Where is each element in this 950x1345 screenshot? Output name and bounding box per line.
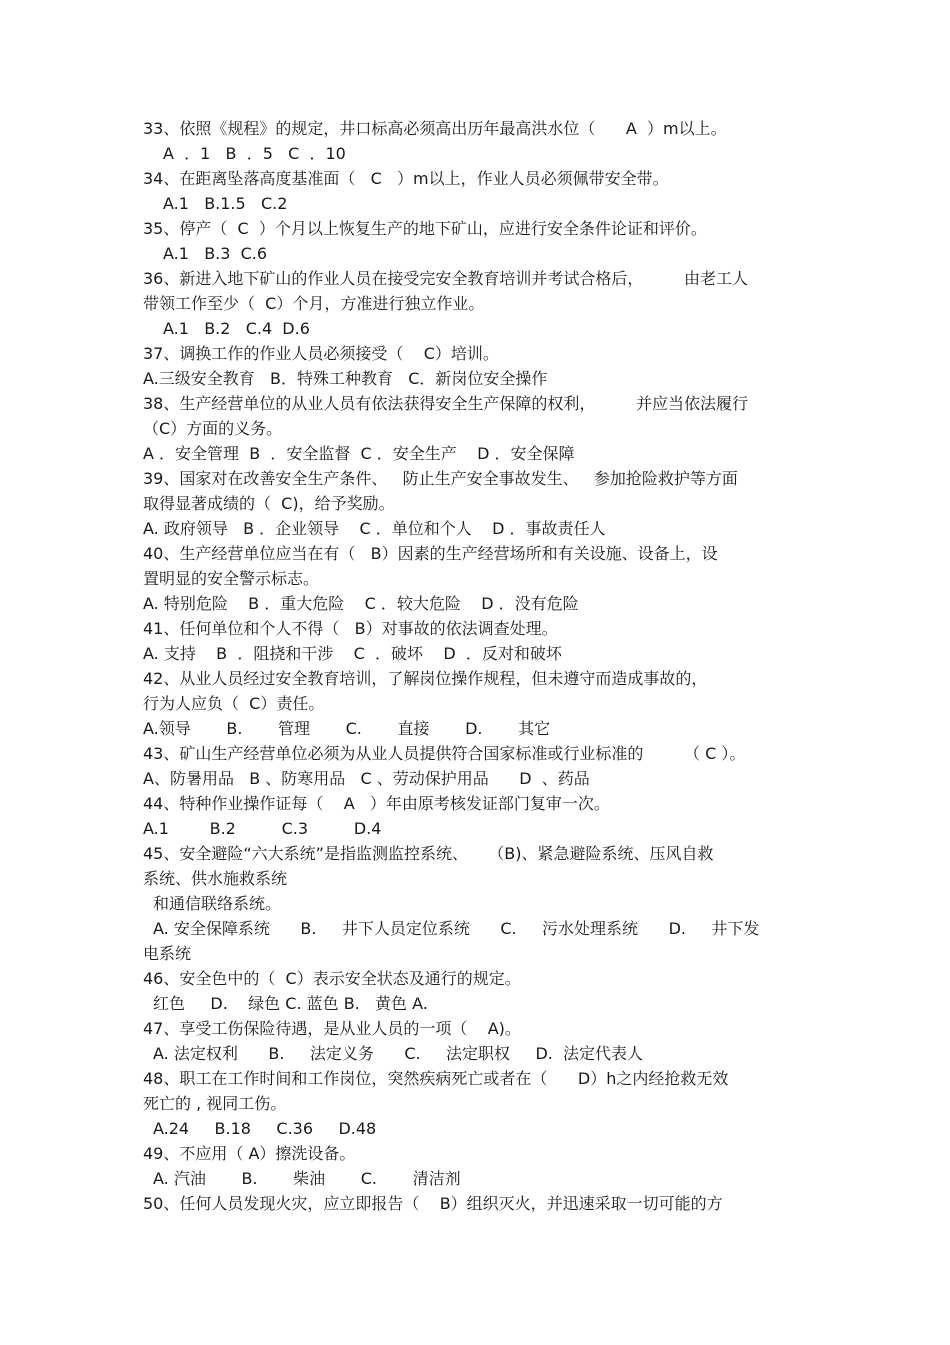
text-line: A. 政府领导 B ．企业领导 C ．单位和个人 D ．事故责任人 <box>143 519 606 538</box>
text-line: 48、职工在工作时间和工作岗位，突然疾病死亡或者在（ D）h之内经抢救无效 <box>143 1069 729 1088</box>
text-line: A ．1 B ．5 C ．10 <box>163 144 346 163</box>
text-line: 置明显的安全警示标志。 <box>143 569 320 588</box>
text-line: 电系统 <box>143 944 192 963</box>
text-line: 50、任何人员发现火灾，应立即报告（ B）组织灭火，并迅速采取一切可能的方 <box>143 1194 723 1213</box>
text-line: 38、生产经营单位的从业人员有依法获得安全生产保障的权利， 并应当依法履行 <box>143 394 749 413</box>
text-line: A.三级安全教育 B．特殊工种教育 C．新岗位安全操作 <box>143 369 548 388</box>
text-line: （C）方面的义务。 <box>143 419 283 438</box>
text-line: 45、安全避险“六大系统”是指监测监控系统、 （B)、紧急避险系统、压风自救 <box>143 844 714 863</box>
text-line: 34、在距离坠落高度基准面（ C ）m以上，作业人员必须佩带安全带。 <box>143 169 669 188</box>
text-line: A. 支持 B ．阻挠和干涉 C ．破坏 D ．反对和破坏 <box>143 644 562 663</box>
question-list <box>143 116 823 1216</box>
text-line: A、防暑用品 B 、防寒用品 C 、劳动保护用品 D 、药品 <box>143 769 590 788</box>
text-line: 44、特种作业操作证每（ A ）年由原考核发证部门复审一次。 <box>143 794 610 813</box>
text-line: 取得显著成绩的（ C)，给予奖励。 <box>143 494 395 513</box>
text-line: A. 汽油 B. 柴油 C. 清洁剂 <box>153 1169 461 1188</box>
text-line: 行为人应负（ C）责任。 <box>143 694 325 713</box>
text-line: 41、任何单位和个人不得（ B）对事故的依法调查处理。 <box>143 619 558 638</box>
text-line: 35、停产（ C ）个月以上恢复生产的地下矿山，应进行安全条件论证和评价。 <box>143 219 707 238</box>
text-line: A. 安全保障系统 B. 井下人员定位系统 C. 污水处理系统 D. 井下发 <box>153 919 760 938</box>
text-line: A.1 B.2 C.4 D.6 <box>163 319 310 338</box>
text-line: A. 法定权利 B. 法定义务 C. 法定职权 D. 法定代表人 <box>153 1044 644 1063</box>
text-line: 47、享受工伤保险待遇，是从业人员的一项（ A)。 <box>143 1019 521 1038</box>
text-line: 42、从业人员经过安全教育培训，了解岗位操作规程，但未遵守而造成事故的， <box>143 669 708 688</box>
text-line: 39、国家对在改善安全生产条件、 防止生产安全事故发生、 参加抢险救护等方面 <box>143 469 738 488</box>
text-line: 43、矿山生产经营单位必须为从业人员提供符合国家标准或行业标准的 （ C ）。 <box>143 744 746 763</box>
text-line: 40、生产经营单位应当在有（ B）因素的生产经营场所和有关设施、设备上，设 <box>143 544 718 563</box>
text-line: A.领导 B. 管理 C. 直接 D. 其它 <box>143 719 551 738</box>
text-line: 46、安全色中的（ C）表示安全状态及通行的规定。 <box>143 969 521 988</box>
text-line: 带领工作至少（ C）个月，方准进行独立作业。 <box>143 294 485 313</box>
text-line: A.24 B.18 C.36 D.48 <box>153 1119 377 1138</box>
text-line: 49、不应用（ A）擦洗设备。 <box>143 1144 356 1163</box>
text-line: 红色 D. 绿色 C. 蓝色 B. 黄色 A. <box>153 994 428 1013</box>
text-line: 33、依照《规程》的规定，井口标高必须高出历年最高洪水位（ A ）m以上。 <box>143 119 727 138</box>
text-line: 37、调换工作的作业人员必须接受（ C）培训。 <box>143 344 499 363</box>
text-line: 系统、供水施救系统 <box>143 869 288 888</box>
text-line: A.1 B.1.5 C.2 <box>163 194 288 213</box>
text-line: 死亡的 , 视同工伤。 <box>143 1094 287 1113</box>
text-line: 36、新进入地下矿山的作业人员在接受完安全教育培训并考试合格后， 由老工人 <box>143 269 749 288</box>
text-line: A. 特别危险 B ．重大危险 C ．较大危险 D ．没有危险 <box>143 594 579 613</box>
text-line: 和通信联络系统。 <box>153 894 282 913</box>
text-line: A.1 B.2 C.3 D.4 <box>143 819 382 838</box>
text-line: A.1 B.3 C.6 <box>163 244 268 263</box>
text-line: A ．安全管理 B ．安全监督 C ．安全生产 D ．安全保障 <box>143 444 575 463</box>
